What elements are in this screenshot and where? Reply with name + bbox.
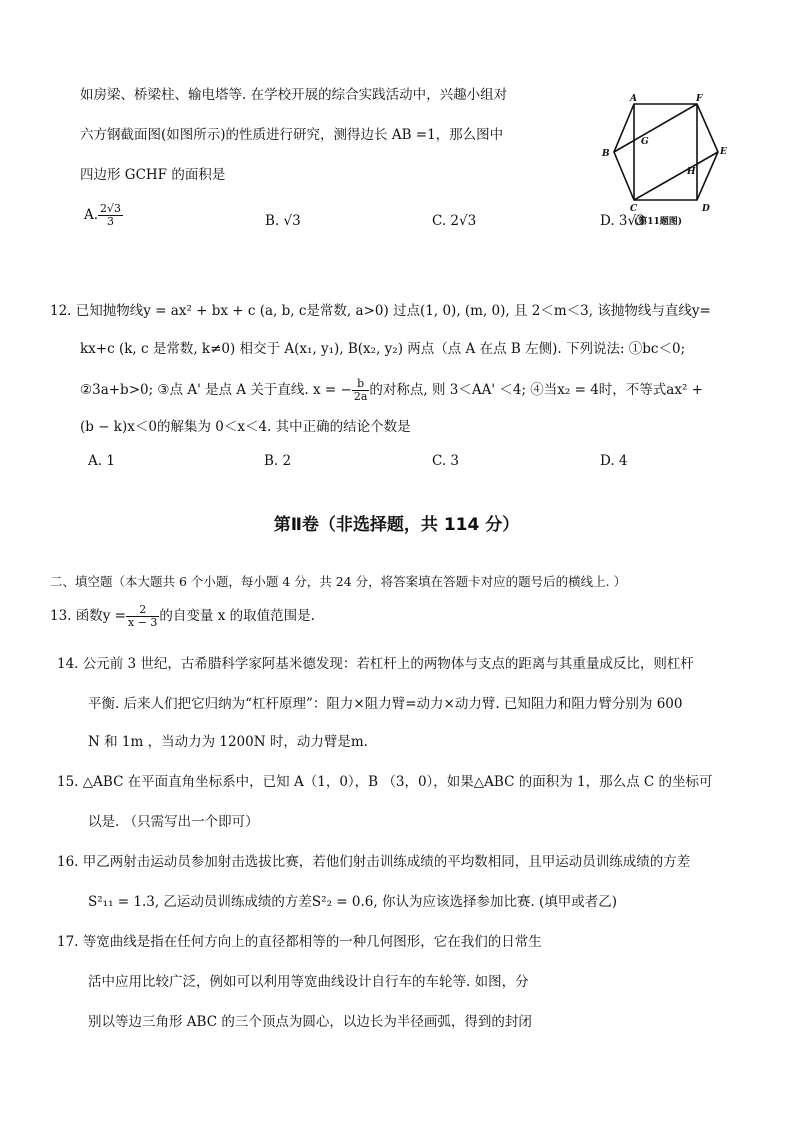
q11-option-b: B. √3 xyxy=(265,213,301,229)
q12-fraction-numerator: b xyxy=(352,378,370,391)
q14-line-3: N 和 1m ，当动力为 1200N 时，动力臂是m. xyxy=(88,734,368,750)
q13-post: 的自变量 x 的取值范围是. xyxy=(159,608,315,624)
hexagon-figure xyxy=(596,92,736,234)
q14-line-2: 平衡. 后来人们把它归纳为“杠杆原理”：阻力×阻力臂=动力×动力臂. 已知阻力和阻力臂分别为 600 xyxy=(88,696,683,712)
q12-line-3-post: 的对称点, 则 3＜AA' ＜4; ④当x₂ = 4时，不等式ax² + xyxy=(369,382,703,398)
hexagon-outline xyxy=(614,104,718,200)
q12-axis-fraction xyxy=(352,378,370,403)
q11-line-1: 如房梁、桥梁柱、输电塔等. 在学校开展的综合实践活动中，兴趣小组对 xyxy=(80,87,508,103)
label-f: F xyxy=(696,94,703,104)
q11-option-d: D. 3√3 xyxy=(600,213,645,229)
q12-option-d: D. 4 xyxy=(600,453,628,469)
q13-line xyxy=(50,604,315,629)
q12-fraction-denominator: 2a xyxy=(353,390,368,403)
q11-option-a-label: A. xyxy=(84,207,99,223)
q13-fraction xyxy=(126,604,159,629)
q11-line-3: 四边形 GCHF 的面积是 xyxy=(80,167,226,183)
q14-line-1: 14. 公元前 3 世纪，古希腊科学家阿基米德发现：若杠杆上的两物体与支点的距离与其重量成反比，则杠杆 xyxy=(57,656,694,672)
q13-fraction-denominator: x − 3 xyxy=(128,616,158,629)
label-h: H xyxy=(687,167,696,177)
label-b: B xyxy=(602,149,610,159)
q12-option-b: B. 2 xyxy=(264,453,292,469)
label-g: G xyxy=(641,137,649,147)
q13-fraction-numerator: 2 xyxy=(126,604,159,617)
q11-option-c: C. 2√3 xyxy=(432,213,477,229)
q15-line-2: 以是. （只需写出一个即可） xyxy=(88,814,259,830)
q12-line-3-pre: ②3a+b>0; ③点 A' 是点 A 关于直线. x = − xyxy=(80,382,352,398)
q13-pre: 13. 函数y = xyxy=(50,608,126,624)
label-c: C xyxy=(630,204,638,214)
q16-line-2: S²₁₁ = 1.3, 乙运动员训练成绩的方差S²₂ = 0.6, 你认为应该选择参加比赛. (填甲或者乙) xyxy=(88,894,618,910)
q17-line-2: 活中应用比较广泛，例如可以利用等宽曲线设计自行车的车轮等. 如图，分 xyxy=(88,974,529,990)
q11-option-a-fraction xyxy=(98,203,123,228)
q16-line-1: 16. 甲乙两射击运动员参加射击选拔比赛，若他们射击训练成绩的平均数相同，且甲运动员训练成绩的方差 xyxy=(57,854,691,870)
q11-option-a-numerator: 2√3 xyxy=(100,202,122,215)
q11-line-2: 六方钢截面图(如图所示)的性质进行研究，测得边长 AB =1，那么图中 xyxy=(80,127,504,143)
segment-ce xyxy=(634,152,718,200)
q12-option-a: A. 1 xyxy=(88,453,115,469)
q12-line-4: (b − k)x＜0的解集为 0＜x＜4. 其中正确的结论个数是 xyxy=(80,419,411,435)
label-a: A xyxy=(630,94,637,104)
q12-line-1: 12. 已知抛物线y = ax² + bx + c (a, b, c是常数, a>0) 过点(1, 0), (m, 0), 且 2＜m＜3, 该抛物线与直线y= xyxy=(50,303,711,319)
label-d: D xyxy=(702,204,710,214)
fill-in-header: 二、填空题（本大题共 6 个小题，每小题 4 分，共 24 分，将答案填在答题卡对应的题号后的横线上. ） xyxy=(50,574,627,589)
q12-option-c: C. 3 xyxy=(432,453,460,469)
q12-line-2: kx+c (k, c 是常数, k≠0) 相交于 A(x₁, y₁), B(x₂, y₂) 两点（点 A 在点 B 左侧). 下列说法: ①bc＜0; xyxy=(80,341,686,357)
figure-caption: (第11题图) xyxy=(634,217,683,227)
q12-line-3 xyxy=(80,378,703,403)
label-e: E xyxy=(720,147,727,157)
q11-option-a-denominator: 3 xyxy=(107,215,115,228)
segment-bf xyxy=(614,104,697,152)
q17-line-3: 别以等边三角形 ABC 的三个顶点为圆心，以边长为半径画弧，得到的封闭 xyxy=(88,1014,532,1030)
section-title: 第Ⅱ卷（非选择题，共 114 分） xyxy=(273,515,520,535)
q11-option-a xyxy=(84,203,123,228)
q17-line-1: 17. 等宽曲线是指在任何方向上的直径都相等的一种几何图形，它在我们的日常生 xyxy=(57,934,542,950)
q15-line-1: 15. △ABC 在平面直角坐标系中，已知 A（1，0），B （3，0），如果△ABC 的面积为 1，那么点 C 的坐标可 xyxy=(57,774,713,790)
